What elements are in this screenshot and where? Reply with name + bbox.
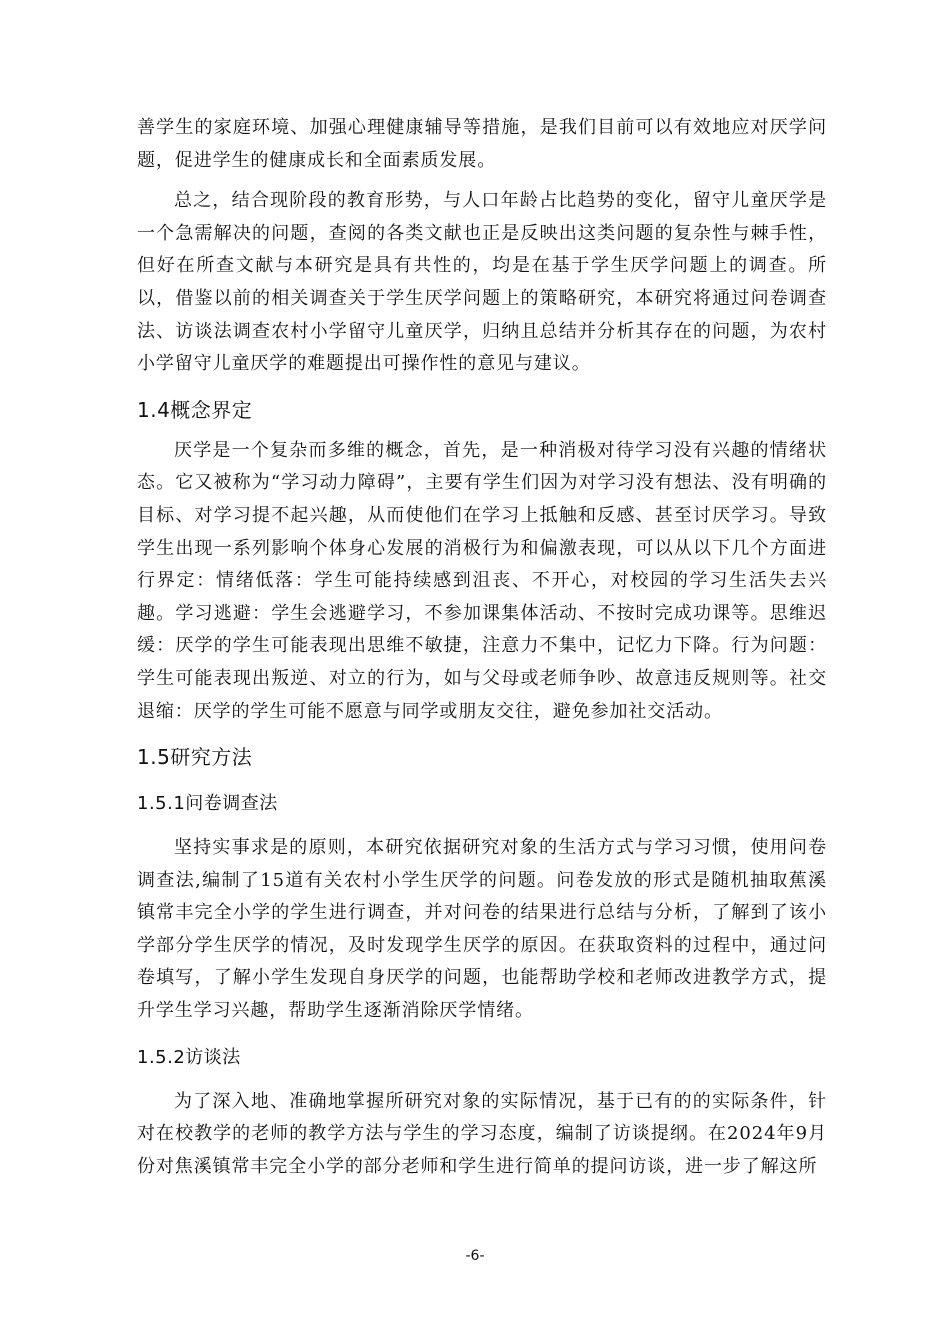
- paragraph: 总之，结合现阶段的教育形势，与人口年龄占比趋势的变化，留守儿童厌学是一个急需解决的问题，查阅的各类文献也正是反映出这类问题的复杂性与棘手性，但好在所查文献与本研究是具有共性的，均是在基于学生厌学问题上的调查。所以，借鉴以前的相关调查关于学生厌学问题上的策略研究，本研究将通过问卷调查法、访谈法调查农村小学留守儿童厌学，归纳且总结并分析其存在的问题，为农村小学留守儿童厌学的难题提出可操作性的意见与建议。: [137, 190, 827, 375]
- document-page: [137, 112, 827, 1183]
- section-heading: 1.4概念界定: [137, 397, 253, 422]
- page-number: -6-: [465, 1248, 485, 1264]
- paragraph: 厌学是一个复杂而多维的概念，首先，是一种消极对待学习没有兴趣的情绪状态。它又被称为“学习动力障碍”，主要有学生们因为对学习没有想法、没有明确的目标、对学习提不起兴趣，从而使他们在学习上抵触和反感、甚至讨厌学习。导致学生出现一系列影响个体身心发展的消极行为和偏激表现，可以从以下几个方面进行界定：情绪低落：学生可能持续感到沮丧、不开心，对校园的学习生活失去兴趣。学习逃避：学生会逃避学习，不参加课集体活动、不按时完成功课等。思维迟缓：厌学的学生可能表现出思维不敏捷，注意力不集中，记忆力下降。行为问题：学生可能表现出叛逆、对立的行为，如与父母或老师争吵、故意违反规则等。社交退缩：厌学的学生可能不愿意与同学或朋友交往，避免参加社交活动。: [137, 439, 827, 722]
- subsection-heading: 1.5.1问卷调查法: [137, 793, 278, 815]
- section-heading: 1.5研究方法: [137, 745, 253, 770]
- paragraph: 为了深入地、准确地掌握所研究对象的实际情况，基于已有的的实际条件，针对在校教学的老师的教学方法与学生的学习态度，编制了访谈提纲。在2024年9月份对焦溪镇常丰完全小学的部分老师和学生进行简单的提问访谈，进一步了解这所: [137, 1090, 827, 1177]
- paragraph: 善学生的家庭环境、加强心理健康辅导等措施，是我们目前可以有效地应对厌学问题，促进学生的健康成长和全面素质发展。: [137, 117, 827, 171]
- paragraph: 坚持实事求是的原则，本研究依据研究对象的生活方式与学习习惯，使用问卷调查法,编制了15道有关农村小学生厌学的问题。问卷发放的形式是随机抽取蕉溪镇常丰完全小学的学生进行调查，并对问卷的结果进行总结与分析，了解到了该小学部分学生厌学的情况，及时发现学生厌学的原因。在获取资料的过程中，通过问卷填写，了解小学生发现自身厌学的问题，也能帮助学校和老师改进教学方式，提升学生学习兴趣，帮助学生逐渐消除厌学情绪。: [137, 837, 827, 1022]
- subsection-heading: 1.5.2访谈法: [137, 1046, 241, 1068]
